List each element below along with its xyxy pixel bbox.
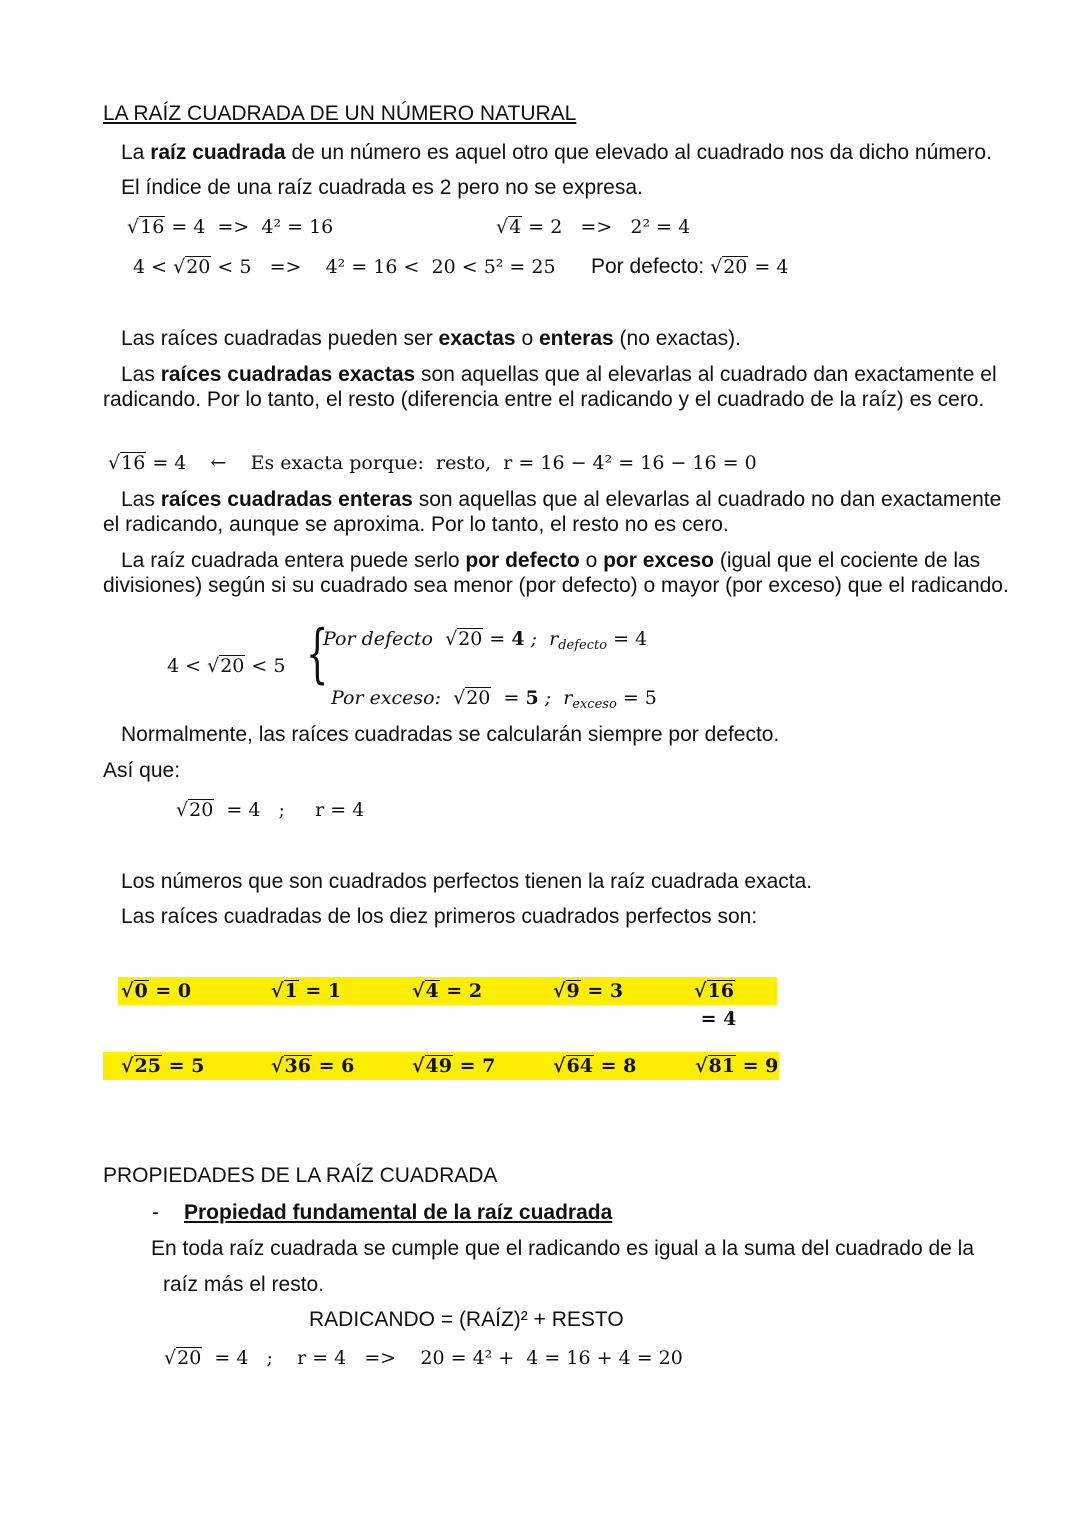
root-cell: √4 = 2	[412, 980, 483, 1002]
equation-por-defecto: Por defecto √20 = 4 ; $r_{defecto} = 4$	[323, 628, 648, 653]
types-paragraph: Las raíces cuadradas pueden ser exactas o enteras (no exactas).	[121, 327, 741, 350]
curly-brace: {	[306, 617, 329, 691]
exact-roots-paragraph: Las raíces cuadradas exactas son aquellas que al elevarlas al cuadrado dan exactamente el radicando. Por lo tanto, el resto (diferencia entre el radicando y el cuadrado de la raíz) es cero.	[103, 363, 997, 411]
index-paragraph: El índice de una raíz cuadrada es 2 pero no se expresa.	[121, 176, 643, 199]
equation-by-default: Por defecto: √20 = 4	[591, 255, 789, 278]
equation-bounds-20: 4 < √20 < 5	[167, 655, 286, 677]
root-cell: √16 = 4	[694, 980, 737, 1030]
property-formula: RADICANDO = (RAÍZ)² + RESTO	[309, 1308, 624, 1331]
equation-sqrt16: √16 = 4 => 4² = 16	[127, 216, 334, 238]
equation-exact-example: √16 = 4 ← Es exacta porque: resto, r = 16 − 4² = 16 − 16 = 0	[108, 452, 757, 474]
integer-roots-paragraph: Las raíces cuadradas enteras son aquellas que al elevarlas al cuadrado no dan exactamente el radicando, aunque se aproxima. Por lo tanto, el resto no es cero.	[103, 488, 1002, 536]
root-cell: √64 = 8	[553, 1055, 637, 1077]
root-cell: √1 = 1	[271, 980, 342, 1002]
equation-sqrt20-bounds: 4 < √20 < 5 => 4² = 16 < 20 < 5² = 25	[133, 256, 556, 278]
property-paragraph-line2: raíz más el resto.	[163, 1273, 325, 1296]
default-excess-paragraph: La raíz cuadrada entera puede serlo por defecto o por exceso (igual que el cociente de las divisiones) según si su cuadrado sea menor (por defecto) o mayor (por exceso) que el radicando.	[103, 549, 1009, 597]
fundamental-property-title: Propiedad fundamental de la raíz cuadrada	[184, 1201, 613, 1224]
property-paragraph-line1: En toda raíz cuadrada se cumple que el radicando es igual a la suma del cuadrado de la	[151, 1237, 975, 1260]
equation-por-exceso: Por exceso: √20 = 5 ; $r_{exceso} = 5$	[331, 687, 657, 712]
bullet-dash: -	[152, 1201, 159, 1224]
root-cell: √25 = 5	[121, 1055, 205, 1077]
perfect-squares-paragraph: Los números que son cuadrados perfectos tienen la raíz cuadrada exacta.	[121, 870, 813, 893]
root-cell: √49 = 7	[412, 1055, 496, 1077]
root-cell: √9 = 3	[553, 980, 624, 1002]
therefore-label: Así que:	[103, 759, 181, 782]
equation-sqrt4: √4 = 2 => 2² = 4	[496, 216, 691, 238]
equation-property-example: √20 = 4 ; r = 4 => 20 = 4² + 4 = 16 + 4 = 20	[164, 1347, 683, 1369]
root-cell: √36 = 6	[271, 1055, 355, 1077]
root-cell: √0 = 0	[121, 980, 192, 1002]
properties-title: PROPIEDADES DE LA RAÍZ CUADRADA	[103, 1164, 498, 1187]
normally-paragraph: Normalmente, las raíces cuadradas se calcularán siempre por defecto.	[121, 723, 780, 746]
definition-paragraph: La raíz cuadrada de un número es aquel otro que elevado al cuadrado nos da dicho número.	[121, 141, 992, 164]
perfect-squares-row-2	[103, 1052, 779, 1080]
page-title: LA RAÍZ CUADRADA DE UN NÚMERO NATURAL	[103, 102, 577, 125]
root-cell: √81 = 9	[695, 1055, 779, 1077]
first-ten-paragraph: Las raíces cuadradas de los diez primeros cuadrados perfectos son:	[121, 905, 758, 928]
perfect-squares-row-1	[103, 977, 777, 1030]
equation-result-20: √20 = 4 ; r = 4	[176, 799, 365, 821]
